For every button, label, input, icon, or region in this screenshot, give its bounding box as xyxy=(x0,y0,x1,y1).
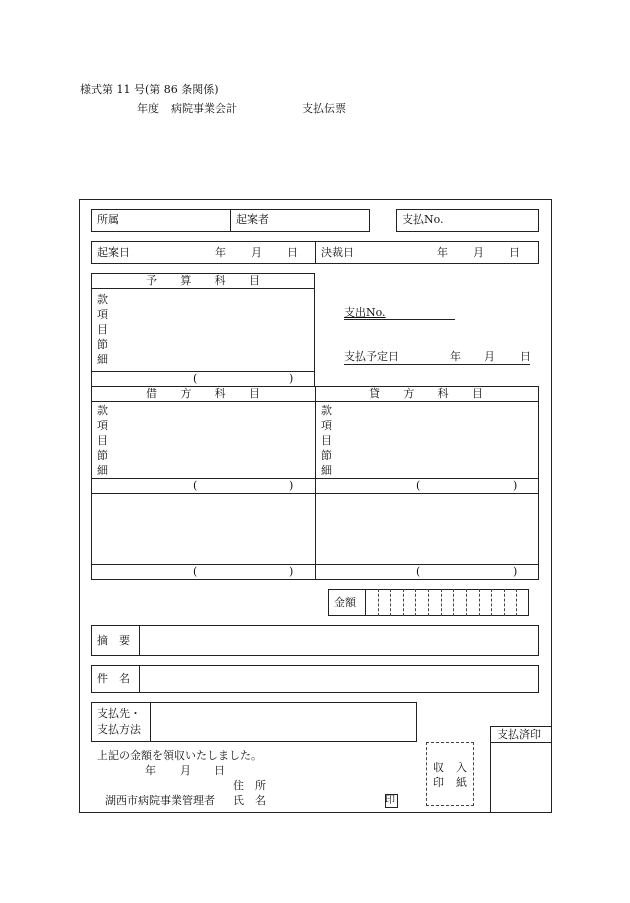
stamp-char-4: 紙 xyxy=(456,776,467,789)
debit-paren-open: ( xyxy=(193,479,198,492)
document-title: 支払伝票 xyxy=(302,102,346,115)
fiscal-year-label: 年度 xyxy=(137,102,159,115)
seal-text: 印 xyxy=(385,795,395,806)
account-name: 病院事業会計 xyxy=(171,102,237,115)
credit-items xyxy=(321,403,332,478)
credit-header-char: 目 xyxy=(471,387,483,400)
summary-label: 摘 要 xyxy=(97,634,130,647)
budget-header-char: 予 xyxy=(146,274,157,287)
budget-header xyxy=(146,274,260,288)
receipt-name-label: 氏 名 xyxy=(233,794,266,807)
amount-digit-divider xyxy=(428,589,429,616)
scheduled-month: 月 xyxy=(484,350,495,363)
credit-header xyxy=(369,387,483,401)
budget-items xyxy=(97,292,108,367)
debit-paren-open-2: ( xyxy=(193,565,198,578)
scheduled-day: 日 xyxy=(520,350,531,363)
approval-year: 年 xyxy=(437,246,448,259)
proposer-label: 起案者 xyxy=(236,213,269,226)
receipt-year: 年 xyxy=(145,764,156,777)
credit-header-char: 科 xyxy=(437,387,449,400)
budget-header-char: 科 xyxy=(214,274,226,287)
amount-digit-divider xyxy=(516,589,517,616)
budget-header-char: 算 xyxy=(180,274,192,287)
amount-digit-divider xyxy=(378,589,379,616)
list-item: 細 xyxy=(321,464,332,477)
credit-header-char: 貸 xyxy=(369,387,380,400)
amount-digit-divider xyxy=(479,589,480,616)
credit-header-char: 方 xyxy=(403,387,415,400)
debit-header-char: 目 xyxy=(248,387,260,400)
list-item: 項 xyxy=(97,308,108,321)
amount-digit-divider xyxy=(390,589,391,616)
scheduled-year: 年 xyxy=(450,350,461,363)
summary-box xyxy=(91,625,539,656)
amount-label: 金額 xyxy=(334,596,356,609)
approval-day: 日 xyxy=(509,246,520,259)
amount-digit-divider xyxy=(403,589,404,616)
stamp-char-2: 入 xyxy=(456,761,467,774)
approval-date-label: 決裁日 xyxy=(321,246,354,259)
payee-label-line1: 支払先・ xyxy=(97,707,141,720)
budget-paren-open: ( xyxy=(193,372,198,385)
list-item: 目 xyxy=(321,434,332,447)
amount-digit-divider xyxy=(415,589,416,616)
credit-paren-open-2: ( xyxy=(416,565,421,578)
draft-year: 年 xyxy=(215,246,226,259)
draft-month: 月 xyxy=(251,246,262,259)
debit-paren-close-2: ) xyxy=(289,565,294,578)
list-item: 細 xyxy=(97,353,108,366)
receipt-manager: 湖西市病院事業管理者 xyxy=(105,794,215,807)
draft-date-label: 起案日 xyxy=(97,246,130,259)
list-item: 項 xyxy=(321,419,332,432)
approval-month: 月 xyxy=(473,246,484,259)
scheduled-date-label: 支払予定日 xyxy=(344,350,399,363)
receipt-address-label: 住 所 xyxy=(233,779,266,792)
budget-section xyxy=(91,273,315,387)
credit-paren-close-2: ) xyxy=(513,565,518,578)
amount-digit-cells xyxy=(365,589,529,616)
debit-header-char: 科 xyxy=(214,387,226,400)
list-item: 目 xyxy=(97,323,108,336)
list-item: 細 xyxy=(97,464,108,477)
stamp-char-3: 印 xyxy=(433,776,444,789)
list-item: 節 xyxy=(321,449,332,462)
amount-digit-divider xyxy=(491,589,492,616)
list-item: 節 xyxy=(97,338,108,351)
amount-digit-divider xyxy=(466,589,467,616)
debit-items xyxy=(97,403,108,478)
debit-paren-close: ) xyxy=(289,479,294,492)
receipt-month: 月 xyxy=(180,764,191,777)
credit-paren-close: ) xyxy=(513,479,518,492)
paid-stamp-label: 支払済印 xyxy=(497,728,541,741)
subject-box xyxy=(91,665,539,693)
draft-day: 日 xyxy=(287,246,298,259)
stamp-char-1: 収 xyxy=(433,761,444,774)
receipt-day: 日 xyxy=(214,764,225,777)
payee-label-line2: 支払方法 xyxy=(97,723,141,736)
amount-digit-divider xyxy=(504,589,505,616)
debit-header-char: 方 xyxy=(180,387,192,400)
budget-header-char: 目 xyxy=(248,274,260,287)
list-item: 款 xyxy=(321,404,332,417)
list-item: 目 xyxy=(97,434,108,447)
debit-header xyxy=(146,387,260,401)
expenditure-no-text: 支出No. xyxy=(344,306,386,319)
list-item: 款 xyxy=(97,404,108,417)
subject-label: 件 名 xyxy=(97,672,130,685)
budget-paren-close: ) xyxy=(289,372,294,385)
debit-header-char: 借 xyxy=(146,387,157,400)
affiliation-label: 所属 xyxy=(97,213,119,226)
payment-number-label: 支払No. xyxy=(402,213,444,226)
list-item: 款 xyxy=(97,293,108,306)
amount-digit-divider xyxy=(441,589,442,616)
list-item: 節 xyxy=(97,449,108,462)
amount-digit-divider xyxy=(453,589,454,616)
form-number: 様式第 11 号(第 86 条関係) xyxy=(80,83,219,96)
receipt-text: 上記の金額を領収いたしました。 xyxy=(97,749,262,762)
credit-paren-open: ( xyxy=(416,479,421,492)
list-item: 項 xyxy=(97,419,108,432)
expenditure-no-label xyxy=(344,306,386,320)
